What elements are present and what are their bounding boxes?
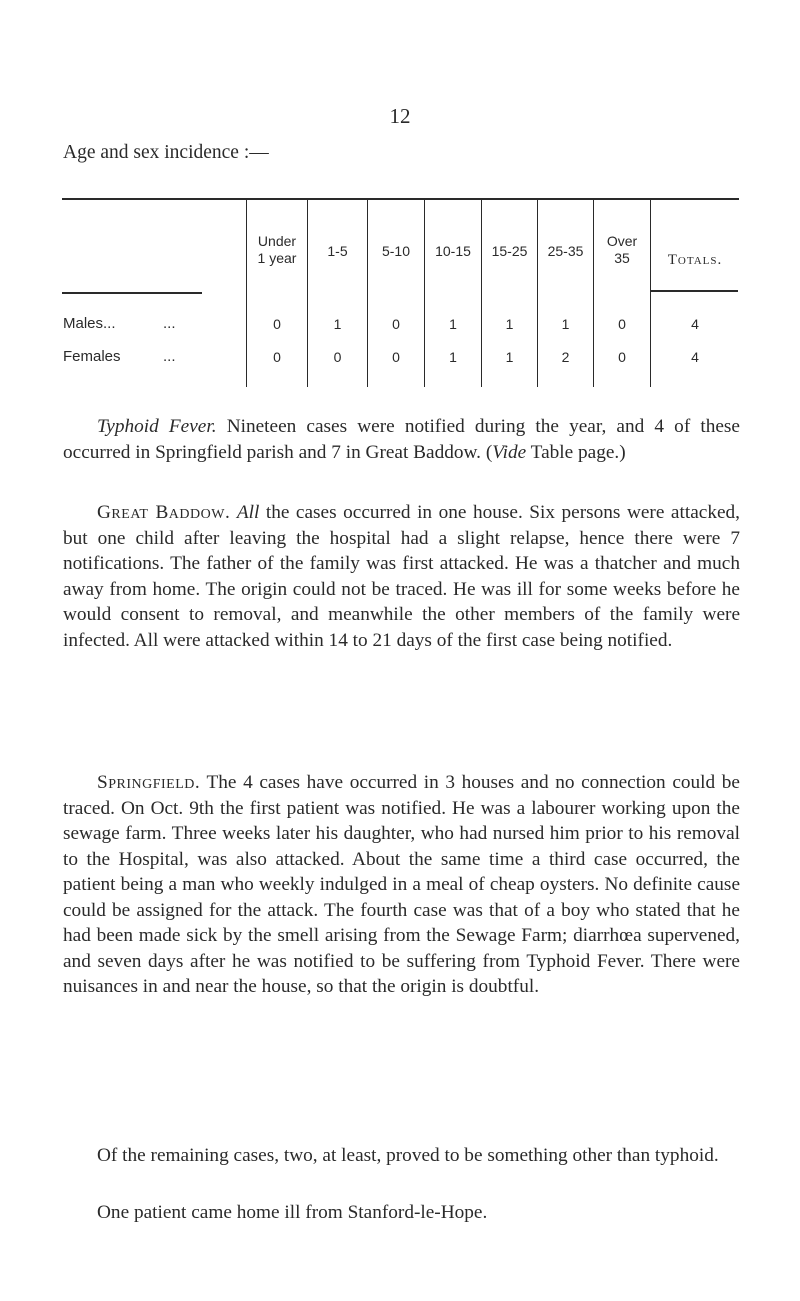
cell-males-under-1: 0 <box>273 316 281 332</box>
typhoid-text: Nineteen cases were notified during the year, and 4 of these occurred in Springfield parish and 7 in Great Baddow. ( <box>63 416 740 463</box>
cell-males-total: 4 <box>691 316 699 332</box>
column-header-totals: Totals. <box>667 252 723 268</box>
heading-great-baddow: Great Baddow. <box>97 502 231 523</box>
row-leader-dots: ... <box>163 348 176 365</box>
column-header-10-15: 10-15 <box>435 243 471 259</box>
table-top-rule <box>62 198 739 200</box>
age-sex-table <box>0 0 800 420</box>
heading-typhoid-fever: Typhoid Fever. <box>97 416 217 437</box>
header-rule-right <box>650 290 738 292</box>
header-rule-left <box>62 292 202 294</box>
column-header-under-1 <box>247 233 307 267</box>
cell-females-15-25: 1 <box>505 349 514 365</box>
cell-females-1-5: 0 <box>333 349 342 365</box>
header-line: 35 <box>614 250 630 266</box>
cell-males-15-25: 1 <box>505 316 514 332</box>
header-line: Under <box>257 233 297 249</box>
column-header-over-35 <box>594 233 650 267</box>
cell-females-5-10: 0 <box>392 349 400 365</box>
all-emphasis: All <box>236 502 260 523</box>
paragraph-great-baddow <box>63 500 740 653</box>
cell-males-10-15: 1 <box>449 316 457 332</box>
paragraph-remaining-cases: Of the remaining cases, two, at least, proved to be something other than typhoid. <box>97 1145 719 1166</box>
cell-females-under-1: 0 <box>273 349 281 365</box>
cell-males-25-35: 1 <box>561 316 570 332</box>
row-label-males: Males... <box>63 315 116 332</box>
cell-males-over-35: 0 <box>618 316 626 332</box>
paragraph-springfield <box>63 770 740 1000</box>
cell-females-over-35: 0 <box>618 349 626 365</box>
typhoid-tail: Table page.) <box>530 441 626 463</box>
cell-females-25-35: 2 <box>561 349 570 365</box>
paragraph-typhoid-fever <box>63 414 740 465</box>
column-header-15-25: 15-25 <box>491 243 528 259</box>
column-header-1-5: 1-5 <box>327 243 348 259</box>
cell-females-total: 4 <box>691 349 699 365</box>
cell-males-5-10: 0 <box>392 316 400 332</box>
cell-females-10-15: 1 <box>449 349 457 365</box>
springfield-text: The 4 cases have occurred in 3 houses and no connection could be traced. On Oct. 9th the first patient was notified. He was a labourer working upon the sewage farm. Three weeks later his daughter, who had nursed him prior to his removal to the Hospital, was also attacked. About the same time a third case occurred, the patient being a man who weekly indulged in a meal of cheap oysters. No definite cause could be assigned for the attack. The fourth case was that of a boy who stated that he had been made sick by the smell arising from the Sewage Farm; diarrhœa supervened, and seven days after he was notified to be suffering from Typhoid Fever. There were nuisances in and near the house, so that the origin is doubtful. <box>63 772 740 997</box>
great-baddow-text: the cases occurred in one house. Six persons were attacked, but one child after leaving the hospital had a slight relapse, hence there were 7 notifications. The father of the family was first attacked. He was a thatcher and much away from home. The origin could not be traced. He was ill for some weeks before he would consent to removal, and meanwhile the other members of the family were infected. All were attacked within 14 to 21 days of the first case being notified. <box>63 502 740 651</box>
header-line: 1 year <box>257 250 297 266</box>
page-number: 12 <box>389 104 411 128</box>
column-header-5-10: 5-10 <box>381 243 411 259</box>
header-line: Over <box>606 233 638 249</box>
table-caption: Age and sex incidence :— <box>63 142 269 163</box>
row-leader-dots: ... <box>163 315 176 332</box>
vide-reference: Vide <box>492 441 527 463</box>
column-header-25-35: 25-35 <box>547 243 584 259</box>
heading-springfield: Springfield. <box>97 772 201 793</box>
paragraph-stanford: One patient came home ill from Stanford-le-Hope. <box>97 1202 488 1223</box>
cell-males-1-5: 1 <box>333 316 342 332</box>
row-label-females: Females <box>63 348 121 365</box>
